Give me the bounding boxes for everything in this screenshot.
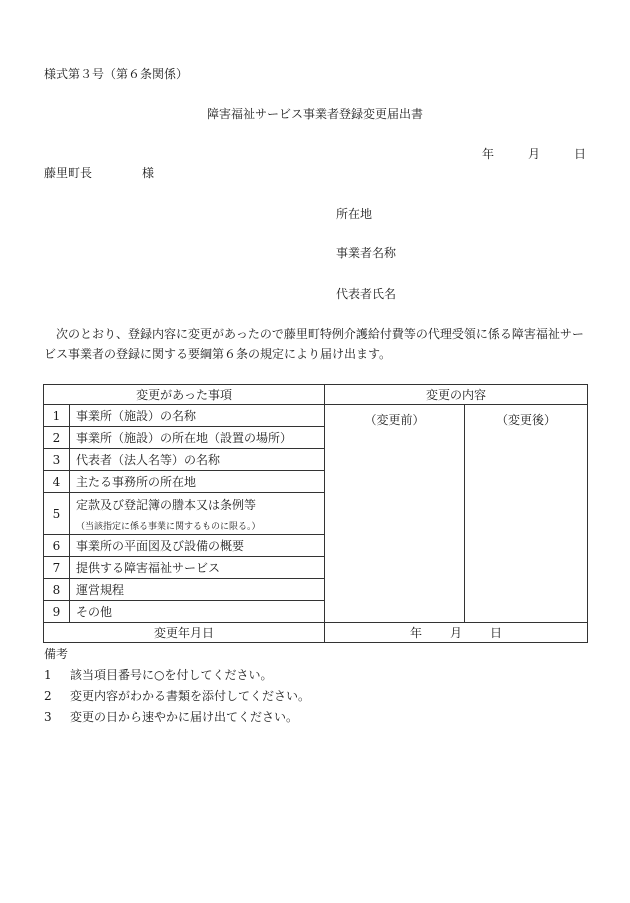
item-label-with-note	[70, 493, 325, 535]
after-change-cell[interactable]	[465, 405, 588, 623]
document-title: 障害福祉サービス事業者登録変更届出書	[206, 107, 423, 121]
remark-number: 3	[44, 710, 52, 724]
remark-text: 該当項目番号に○を付してください。	[70, 668, 273, 682]
item-number: 1	[44, 405, 70, 427]
address-field-label: 所在地	[336, 207, 373, 221]
day-label: 日	[490, 626, 503, 640]
change-date-label: 変更年月日	[44, 623, 325, 643]
remark-item	[44, 690, 310, 702]
item-label: 事業所（施設）の所在地（設置の場所）	[70, 427, 325, 449]
addressee-honorific: 様	[142, 166, 155, 180]
item-number: 5	[44, 493, 70, 535]
change-content-header: 変更の内容	[325, 385, 588, 405]
item-label: その他	[70, 601, 325, 623]
month-label: 月	[528, 147, 541, 161]
item-label: 事業所の平面図及び設備の概要	[70, 535, 325, 557]
item-number: 8	[44, 579, 70, 601]
day-label: 日	[574, 147, 587, 161]
before-change-cell[interactable]	[325, 405, 465, 623]
item-label: 代表者（法人名等）の名称	[70, 449, 325, 471]
remarks-title: 備考	[44, 647, 69, 661]
notification-body-text: 次のとおり、登録内容に変更があったので藤里町特例介護給付費等の代理受領に係る障害福祉サービス事業者の登録に関する要綱第６条の規定により届け出ます。	[44, 327, 584, 361]
form-number: 様式第３号（第６条関係）	[44, 67, 189, 81]
remark-text: 変更の日から速やかに届け出てください。	[70, 710, 299, 724]
month-label: 月	[450, 626, 463, 640]
change-details-table	[43, 384, 588, 643]
item-number: 9	[44, 601, 70, 623]
item-number: 7	[44, 557, 70, 579]
item-number: 4	[44, 471, 70, 493]
item-number: 2	[44, 427, 70, 449]
item-label: 主たる事務所の所在地	[70, 471, 325, 493]
remark-item	[44, 711, 298, 723]
year-label: 年	[409, 626, 422, 640]
item-number: 3	[44, 449, 70, 471]
item-label: 提供する障害福祉サービス	[70, 557, 325, 579]
change-date-field[interactable]	[325, 623, 588, 643]
item-note: （当該指定に係る事業に関するものに限る。）	[76, 521, 261, 532]
item-label: 事業所（施設）の名称	[70, 405, 325, 427]
after-change-label: （変更後）	[496, 413, 557, 427]
item-number: 6	[44, 535, 70, 557]
table-row	[44, 405, 588, 427]
representative-field-label: 代表者氏名	[336, 287, 397, 301]
item-label: 定款及び登記簿の謄本又は条例等	[76, 497, 257, 512]
remark-text: 変更内容がわかる書類を添付してください。	[70, 689, 311, 703]
remark-number: 2	[44, 689, 52, 703]
submission-date	[482, 148, 586, 160]
remark-number: 1	[44, 668, 52, 682]
year-label: 年	[482, 147, 495, 161]
changed-items-header: 変更があった事項	[44, 385, 325, 405]
item-label: 運営規程	[70, 579, 325, 601]
remark-item	[44, 669, 272, 681]
addressee-name: 藤里町長	[44, 166, 93, 180]
addressee	[44, 167, 154, 179]
business-name-field-label: 事業者名称	[336, 246, 397, 260]
before-change-label: （変更前）	[364, 413, 425, 427]
